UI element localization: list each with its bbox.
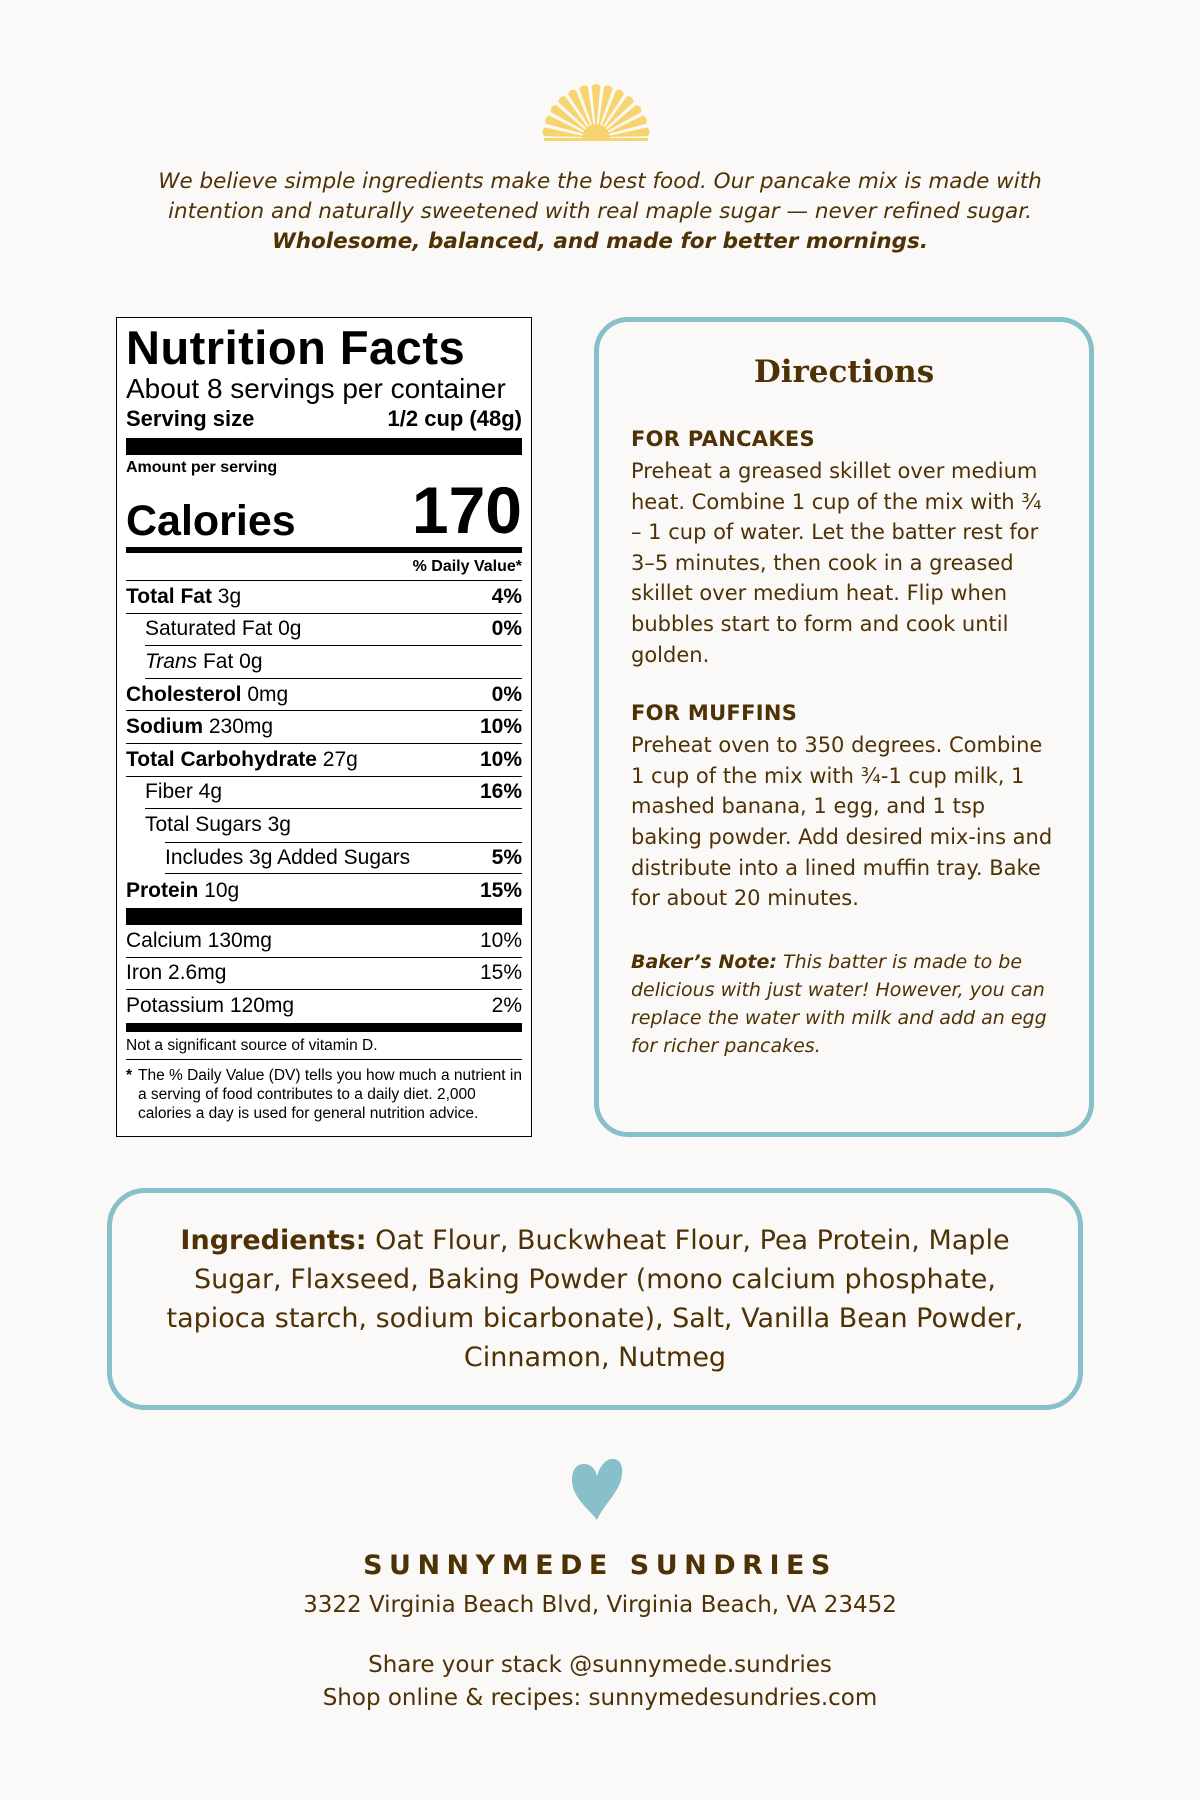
nutrient-row-sodium: [126, 711, 522, 744]
nutrient-amount: Fiber 4g: [145, 780, 223, 804]
mineral-name: Iron 2.6mg: [126, 961, 227, 985]
nutrient-amount: 0mg: [241, 682, 289, 706]
mineral-dv: 15%: [479, 961, 522, 985]
ingredients-text: [152, 1221, 1038, 1377]
bakers-note: [631, 948, 1057, 1060]
heart-icon: [570, 1456, 624, 1522]
nutrient-amount: 230mg: [203, 715, 274, 739]
mineral-dv: 10%: [479, 928, 522, 952]
nutrient-amount: 27g: [316, 747, 358, 771]
servings-per-container: About 8 servings per container: [126, 373, 506, 404]
medium-divider: [126, 1023, 522, 1032]
nutrient-amount: Includes 3g Added Sugars: [165, 846, 411, 870]
nutrient-row-cholesterol: [126, 679, 522, 712]
nutrient-dv: 0%: [491, 682, 522, 706]
nutrient-row-total-carbohydrate: [126, 744, 522, 777]
social-links: [0, 1649, 1200, 1715]
serving-size-label: Serving size: [126, 406, 255, 431]
muffins-instructions: Preheat oven to 350 degrees. Combine 1 cup of the mix with ¾-1 cup milk, 1 mashed banana, 1 egg, and 1 tsp baking powder. Add desired mix-ins and distribute into a lined muffin tray. Bake for about 20 minutes.: [631, 733, 1053, 911]
mineral-row-calcium: [126, 925, 522, 958]
nutrient-name: Total Fat: [126, 584, 212, 608]
mineral-row-potassium: [126, 990, 522, 1023]
nutrient-dv: 0%: [491, 617, 522, 641]
ingredients-list: Oat Flour, Buckwheat Flour, Pea Protein, Maple Sugar, Flaxseed, Baking Powder (mono calcium phosphate, tapioca starch, sodium bicarbonate), Salt, Vanilla Bean Powder, Cinnamon, Nutmeg: [166, 1225, 1024, 1373]
mineral-dv: 2%: [491, 994, 522, 1018]
shop-website: Shop online & recipes: sunnymedesundries.com: [322, 1685, 878, 1711]
thick-divider: [126, 438, 522, 455]
nutrient-amount: Fat 0g: [197, 649, 263, 673]
nutrient-row-added-sugars: [165, 842, 522, 875]
nutrient-row-fiber: [145, 777, 522, 810]
nutrient-dv: 5%: [491, 846, 522, 870]
footnote-star: *: [126, 1066, 133, 1084]
calories-row: [126, 473, 522, 547]
nutrient-name: Sodium: [126, 715, 203, 739]
nutrition-facts-title: Nutrition Facts: [126, 321, 466, 374]
nutrient-row-protein: [126, 874, 522, 907]
intro-tagline: Wholesome, balanced, and made for better mornings.: [272, 229, 928, 254]
nutrient-name: Cholesterol: [126, 682, 242, 706]
serving-size-row: [126, 405, 522, 432]
mineral-name: Potassium 120mg: [126, 994, 295, 1018]
sunburst-icon: [540, 82, 652, 142]
mineral-row-iron: [126, 958, 522, 991]
directions-panel: [594, 317, 1094, 1137]
nutrient-row-total-fat: [126, 581, 522, 614]
nutrient-dv: 10%: [479, 747, 522, 771]
thick-divider: [126, 908, 522, 925]
nutrient-amount: 3g: [211, 584, 242, 608]
nutrient-name: Trans: [145, 649, 198, 673]
amount-per-serving: Amount per serving: [126, 459, 278, 476]
bakers-note-text: This batter is made to be delicious with just water! However, you can replace the water with milk and add an egg for richer pancakes.: [631, 950, 1047, 1057]
nutrient-dv: 15%: [479, 878, 522, 902]
intro-text: [80, 167, 1120, 257]
nutrient-row-trans-fat: [145, 646, 522, 679]
nutrient-name: Total Carbohydrate: [126, 747, 317, 771]
daily-value-footnote: [126, 1060, 522, 1123]
directions-title: Directions: [753, 354, 935, 390]
footnote-text: The % Daily Value (DV) tells you how much a nutrient in a serving of food contributes to a daily diet. 2,000 calories a day is used for general nutrition advice.: [138, 1066, 522, 1122]
nutrient-amount: Saturated Fat 0g: [145, 617, 302, 641]
nutrition-facts-panel: [116, 317, 532, 1137]
store-address: 3322 Virginia Beach Blvd, Virginia Beach, VA 23452: [303, 1592, 897, 1618]
nutrient-row-saturated-fat: [145, 614, 522, 647]
pancakes-heading: FOR PANCAKES: [631, 427, 815, 451]
serving-size-value: 1/2 cup (48g): [387, 406, 522, 431]
sun-horizon: [544, 138, 648, 141]
vitamin-d-note: Not a significant source of vitamin D.: [126, 1032, 522, 1060]
nutrient-dv: 16%: [479, 780, 522, 804]
calories-value: 170: [411, 473, 522, 547]
muffins-heading: FOR MUFFINS: [631, 701, 798, 726]
bakers-note-label: Baker’s Note:: [631, 950, 777, 973]
ingredients-label: Ingredients:: [180, 1225, 367, 1256]
nutrient-amount: 10g: [198, 878, 240, 902]
calories-label: Calories: [126, 497, 296, 545]
intro-line-2: intention and naturally sweetened with real maple sugar — never refined sugar.: [168, 199, 1032, 224]
intro-line-1: We believe simple ingredients make the best food. Our pancake mix is made with: [158, 169, 1042, 194]
share-handle: Share your stack @sunnymede.sundries: [368, 1652, 832, 1678]
mineral-name: Calcium 130mg: [126, 928, 272, 952]
nutrient-dv: 10%: [479, 715, 522, 739]
brand-name: SUNNYMEDE SUNDRIES: [363, 1550, 837, 1581]
nutrient-dv: 4%: [491, 584, 522, 608]
pancakes-instructions: Preheat a greased skillet over medium heat. Combine 1 cup of the mix with ¾ – 1 cup of water. Let the batter rest for 3–5 minutes, then cook in a greased skillet over medium heat. Flip when bubbles start to form and cook until golden.: [631, 459, 1042, 667]
nutrient-amount: Total Sugars 3g: [145, 813, 291, 837]
nutrient-name: Protein: [126, 878, 199, 902]
nutrient-row-total-sugars: [145, 809, 522, 842]
ingredients-panel: [107, 1188, 1083, 1410]
daily-value-header: % Daily Value*: [126, 553, 522, 581]
